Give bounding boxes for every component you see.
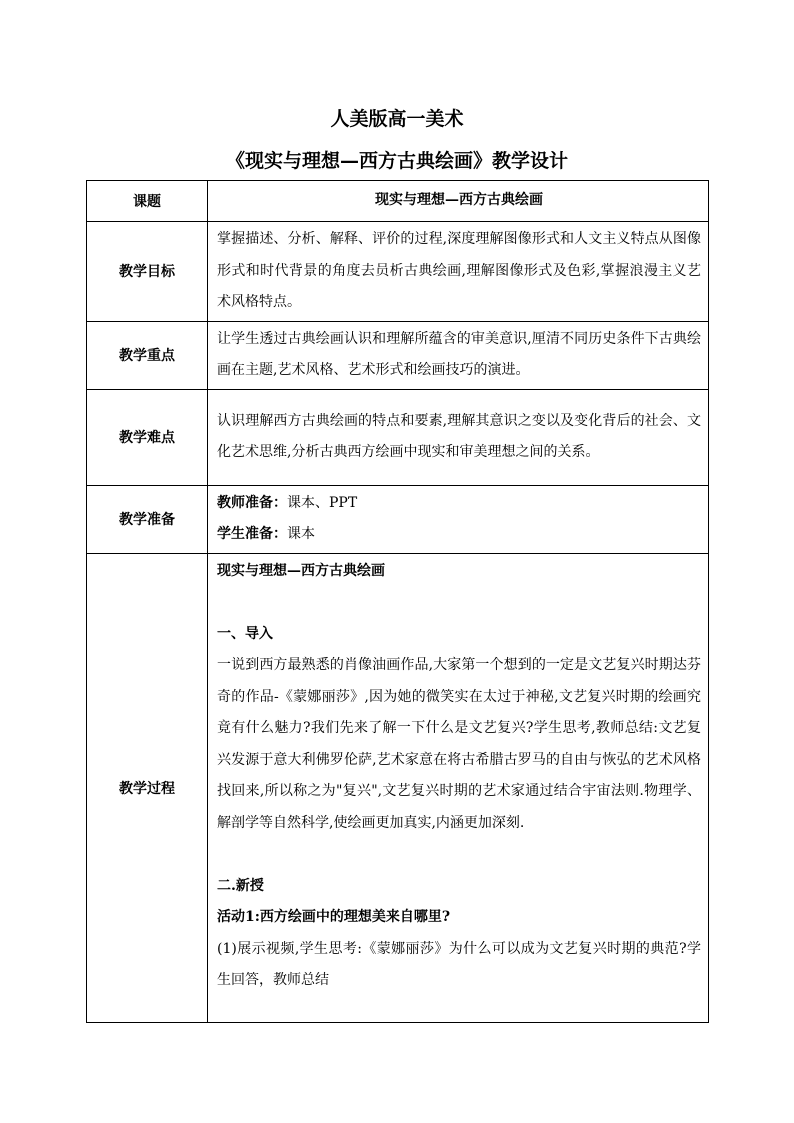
document-title: 人美版高一美术 xyxy=(330,108,464,130)
topic-value: 现实与理想—西方古典绘画 xyxy=(208,181,709,222)
teacher-prep xyxy=(217,488,701,520)
student-prep xyxy=(217,519,701,551)
difficulty-label: 教学难点 xyxy=(87,389,208,485)
process-label: 教学过程 xyxy=(87,553,208,1022)
process-value xyxy=(208,553,709,1022)
teacher-prep-value: 课本、PPT xyxy=(287,494,358,511)
intro-paragraph: 一说到西方最熟悉的肖像油画作品,大家第一个想到的一定是文艺复兴时期达芬奇的作品-《蒙娜丽莎》,因为她的微笑实在太过于神秘,文艺复兴时期的绘画究竟有什么魅力?我们先来了解一下什么是文艺复兴?学生思考,教师总结:文艺复兴发源于意大利佛罗伦萨,艺术家意在将古希腊古罗马的自由与恢弘的艺术风格找回来,所以称之为"复兴",文艺复兴时期的艺术家通过结合宇宙法则.物理学、解剖学等自然科学,使绘画更加真实,内涵更加深刻. xyxy=(217,657,701,831)
activity-1-heading: 活动1:西方绘画中的理想美来自哪里? xyxy=(217,909,451,925)
table-row-prep xyxy=(87,485,709,553)
table-row-difficulty xyxy=(87,389,709,485)
student-prep-value: 课本 xyxy=(287,526,315,542)
table-row-topic xyxy=(87,181,709,222)
process-heading: 现实与理想—西方古典绘画 xyxy=(217,562,385,579)
section-new-heading: 二.新授 xyxy=(217,877,264,894)
student-prep-label: 学生准备： xyxy=(217,526,287,542)
goal-value: 掌握描述、分析、解释、评价的过程,深度理解图像形式和人文主义特点从图像形式和时代背景的角度去员析古典绘画,理解图像形式及色彩,掌握浪漫主义艺术风格特点。 xyxy=(208,222,709,322)
document-subtitle: 《现实与理想—西方古典绘画》教学设计 xyxy=(225,150,568,172)
section-intro-heading: 一、导入 xyxy=(217,625,273,642)
topic-label: 课题 xyxy=(87,181,208,222)
goal-label: 教学目标 xyxy=(87,222,208,322)
difficulty-value: 认识理解西方古典绘画的特点和要素,理解其意识之变以及变化背后的社会、文化艺术思维,分析古典西方绘画中现实和审美理想之间的关系。 xyxy=(208,389,709,485)
lesson-plan-table xyxy=(86,180,709,1023)
table-row-key xyxy=(87,321,709,389)
table-row-goal xyxy=(87,222,709,322)
prep-value xyxy=(208,485,709,553)
key-value: 让学生透过古典绘画认识和理解所蕴含的审美意识,厘清不同历史条件下古典绘画在主题,艺术风格、艺术形式和绘画技巧的演进。 xyxy=(208,321,709,389)
step-1-paragraph: (1)展示视频,学生思考:《蒙娜丽莎》为什么可以成为文艺复兴时期的典范?学生回答，教师总结 xyxy=(217,940,701,988)
teacher-prep-label: 教师准备： xyxy=(217,494,287,511)
prep-label: 教学准备 xyxy=(87,485,208,553)
table-row-process xyxy=(87,553,709,1022)
key-label: 教学重点 xyxy=(87,321,208,389)
